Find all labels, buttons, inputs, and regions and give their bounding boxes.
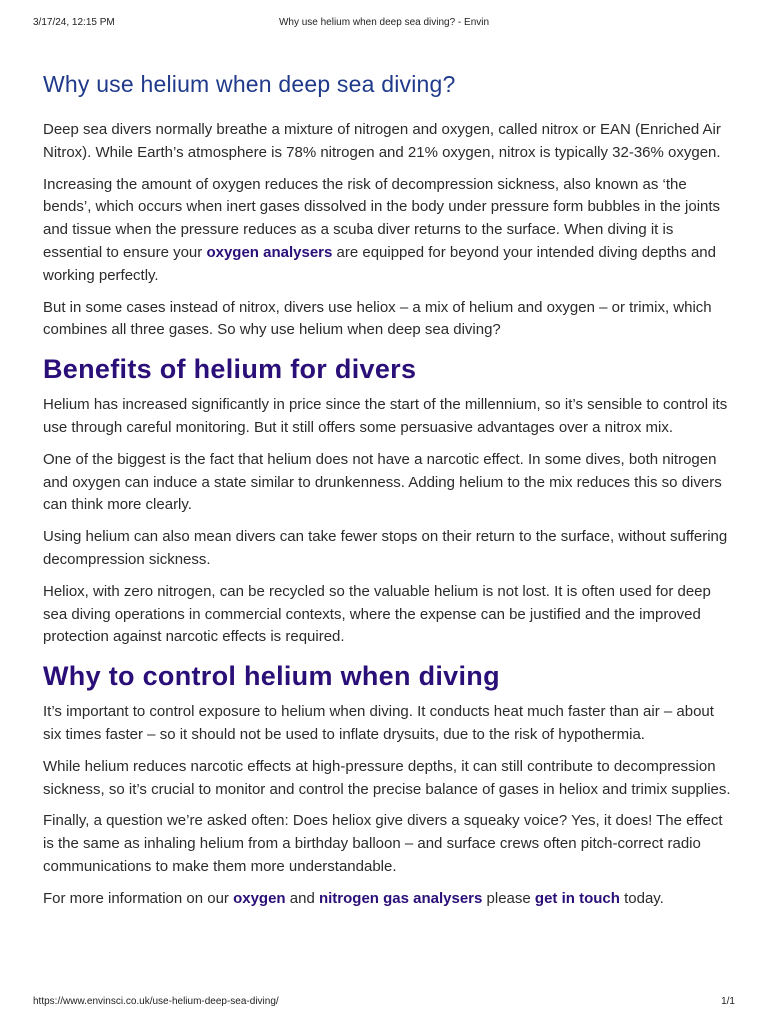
- oxygen-analysers-link[interactable]: oxygen analysers: [206, 243, 333, 261]
- page-title: Why use helium when deep sea diving?: [43, 71, 456, 97]
- benefits-paragraph-3: Using helium can also mean divers can take fewer stops on their return to the surface, without suffering decompression sickness.: [43, 528, 728, 568]
- intro-paragraph-1: Deep sea divers normally breathe a mixture of nitrogen and oxygen, called nitrox or EAN (Enriched Air Nitrox). While Earth’s atmosphere is 78% nitrogen and 21% oxygen, nitrox is typically 32-36% oxygen.: [43, 121, 721, 161]
- intro-paragraph-2-text-b: are equipped for beyond your intended diving depths and working perfectly.: [43, 243, 716, 284]
- print-header: [33, 17, 735, 31]
- more-info-text-3: please: [482, 889, 535, 907]
- more-info-text-2: and: [285, 889, 319, 907]
- benefits-paragraph-1: Helium has increased significantly in price since the start of the millennium, so it’s sensible to control its use through careful monitoring. But it still offers some persuasive advantages over a nitrox mix.: [43, 396, 728, 436]
- more-info-text-4: today.: [619, 889, 664, 907]
- print-page-number: 1/1: [721, 996, 735, 1007]
- benefits-paragraph-2: One of the biggest is the fact that helium does not have a narcotic effect. In some dives, both nitrogen and oxygen can induce a state similar to drunkenness. Adding helium to the mix reduces this so divers can think more clearly.: [43, 450, 722, 514]
- intro-paragraph-2-text-a: Increasing the amount of oxygen reduces the risk of decompression sickness, also known as ‘the bends’, which occurs when inert gases dissolved in the body under pressure form bubbles in the joints and tissue when the pressure reduces as a scuba diver returns to the surface. When diving it is essential to ensure your: [43, 175, 721, 261]
- oxygen-link[interactable]: oxygen: [233, 889, 286, 907]
- control-paragraph-2: While helium reduces narcotic effects at high-pressure depths, it can still contribute to decompression sickness, so it’s crucial to monitor and control the precise balance of gases in heliox and trimix supplies.: [43, 757, 731, 798]
- benefits-paragraph-4: Heliox, with zero nitrogen, can be recycled so the valuable helium is not lost. It is often used for deep sea diving operations in commercial contexts, where the expense can be justified and the improved protection against narcotic effects is required.: [43, 582, 711, 646]
- control-heading: Why to control helium when diving: [43, 661, 500, 692]
- control-paragraph-1: It’s important to control exposure to helium when diving. It conducts heat much faster than air – about six times faster – so it should not be used to inflate drysuits, due to the risk of hypothermia.: [43, 703, 714, 743]
- print-date: 3/17/24, 12:15 PM: [33, 17, 115, 28]
- print-footer: [33, 996, 735, 1010]
- print-url: https://www.envinsci.co.uk/use-helium-deep-sea-diving/: [33, 996, 279, 1007]
- print-doc-title: Why use helium when deep sea diving? - Envin: [278, 17, 490, 28]
- nitrogen-gas-analysers-link[interactable]: nitrogen gas analysers: [318, 889, 483, 907]
- more-info-text-1: For more information on our: [43, 889, 234, 907]
- control-paragraph-3: Finally, a question we’re asked often: Does heliox give divers a squeaky voice? Yes, it does! The effect is the same as inhaling helium from a birthday balloon – and surface crews often pitch-correct radio communications to make them more understandable.: [43, 812, 723, 875]
- benefits-heading: Benefits of helium for divers: [43, 354, 417, 385]
- intro-paragraph-3: But in some cases instead of nitrox, divers use heliox – a mix of helium and oxygen – or trimix, which combines all three gases. So why use helium when deep sea diving?: [43, 298, 712, 339]
- get-in-touch-link[interactable]: get in touch: [534, 889, 620, 907]
- more-info-paragraph: [43, 888, 733, 911]
- intro-paragraph-2: [43, 174, 733, 288]
- article: [43, 68, 733, 920]
